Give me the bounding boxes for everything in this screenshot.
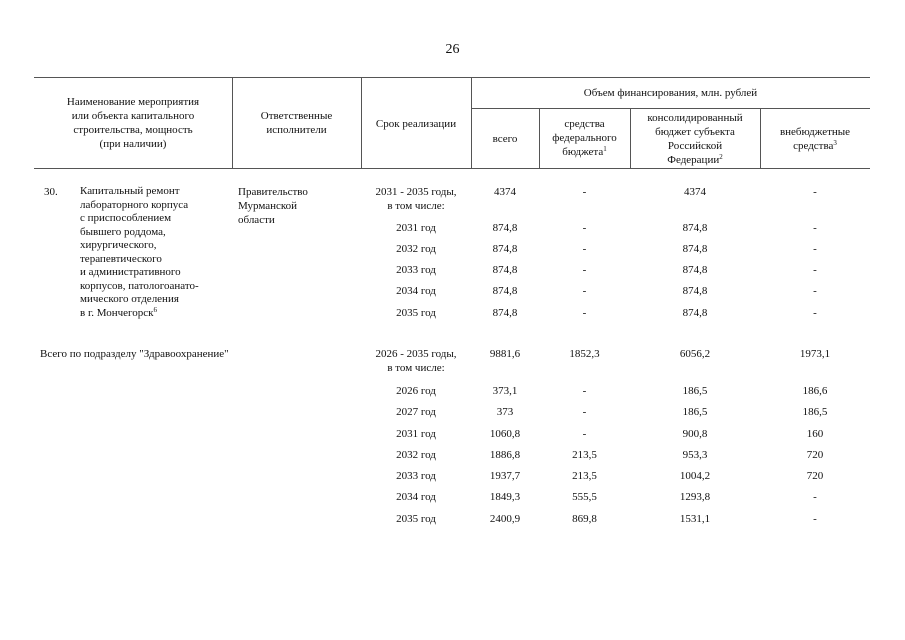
- header-name-column: Наименование мероприятия или объекта капитального строительства, мощность (при наличии): [66, 96, 200, 150]
- row-consolidated: 874,8: [682, 307, 708, 319]
- row-period: 2034 год: [396, 491, 436, 503]
- row-consolidated: 1531,1: [679, 513, 711, 525]
- row-federal: -: [582, 264, 587, 276]
- row-federal: -: [582, 243, 587, 255]
- footnote-2-marker: 2: [719, 153, 723, 161]
- row-offbudget: -: [813, 307, 817, 319]
- header-total-column: всего: [492, 133, 518, 145]
- row-period: 2027 год: [396, 406, 436, 418]
- row-offbudget: 186,6: [802, 385, 828, 397]
- header-federal-column: средства федерального бюджета$^1$: [552, 118, 617, 158]
- row-total: 874,8: [492, 222, 518, 234]
- row-total: 1849,3: [489, 491, 521, 503]
- row-consolidated: 874,8: [682, 243, 708, 255]
- row-consolidated: 4374: [684, 186, 706, 198]
- row-federal: 1852,3: [569, 348, 600, 360]
- row-period: 2031 год: [396, 222, 436, 234]
- row-period: 2034 год: [396, 285, 436, 297]
- footnote-6-marker: 6: [153, 305, 157, 314]
- row-total: 2400,9: [489, 513, 521, 525]
- header-period-column: Срок реализации: [375, 118, 457, 130]
- row-total: 1886,8: [489, 449, 521, 461]
- row-federal: 213,5: [572, 470, 597, 482]
- header-bottom-border: [34, 168, 870, 169]
- row-offbudget: -: [813, 186, 817, 198]
- row-period: 2031 год: [396, 428, 436, 440]
- row-total: 1060,8: [489, 428, 521, 440]
- item-number: 30.: [44, 186, 58, 198]
- row-consolidated: 874,8: [682, 264, 708, 276]
- row-total: 874,8: [492, 264, 518, 276]
- row-consolidated: 1293,8: [679, 491, 711, 503]
- row-period: 2035 год: [396, 513, 436, 525]
- row-period: 2026 - 2035 годы, в том числе:: [375, 348, 457, 374]
- row-offbudget: -: [813, 264, 817, 276]
- row-consolidated: 874,8: [682, 222, 708, 234]
- row-total: 874,8: [492, 243, 518, 255]
- row-total: 874,8: [492, 307, 518, 319]
- row-total: 373,1: [492, 385, 518, 397]
- row-period: 2033 год: [396, 264, 436, 276]
- row-total: 4374: [494, 186, 516, 198]
- row-federal: -: [582, 222, 587, 234]
- header-offbudget-column: внебюджетные средства$^3$: [779, 126, 851, 152]
- row-federal: 869,8: [572, 513, 597, 525]
- row-federal: -: [582, 406, 587, 418]
- row-consolidated: 6056,2: [679, 348, 711, 360]
- row-period: 2026 год: [396, 385, 436, 397]
- header-consolidated-column: консолидированный бюджет субъекта Российской Федерации$^2$: [647, 112, 743, 166]
- footnote-1-marker: 1: [603, 145, 607, 153]
- row-period: 2035 год: [396, 307, 436, 319]
- footnote-3-marker: 3: [833, 139, 837, 147]
- row-offbudget: 186,5: [802, 406, 828, 418]
- item-name: Капитальный ремонт лабораторного корпуса с приспособлением бывшего роддома, хирургического, терапевтического и административного корпусов, патологоанато- мического отделения в г. Мончегорск$^6$: [80, 185, 199, 319]
- row-consolidated: 953,3: [682, 449, 708, 461]
- header-funding-title: Объем финансирования, млн. рублей: [583, 87, 758, 99]
- row-federal: -: [582, 385, 587, 397]
- row-federal: -: [582, 307, 587, 319]
- row-offbudget: 720: [806, 470, 824, 482]
- row-total: 874,8: [492, 285, 518, 297]
- row-total: 1937,7: [489, 470, 521, 482]
- row-federal: 555,5: [572, 491, 597, 503]
- row-federal: -: [582, 186, 587, 198]
- row-offbudget: 1973,1: [799, 348, 831, 360]
- row-federal: 213,5: [572, 449, 597, 461]
- row-consolidated: 186,5: [682, 406, 708, 418]
- row-offbudget: 160: [806, 428, 824, 440]
- row-total: 373: [496, 406, 514, 418]
- row-offbudget: -: [813, 491, 817, 503]
- row-offbudget: -: [813, 513, 817, 525]
- row-period: 2032 год: [396, 243, 436, 255]
- row-consolidated: 874,8: [682, 285, 708, 297]
- row-consolidated: 186,5: [682, 385, 708, 397]
- row-federal: -: [582, 285, 587, 297]
- row-offbudget: -: [813, 222, 817, 234]
- row-offbudget: -: [813, 243, 817, 255]
- page-number: 26: [445, 42, 460, 57]
- row-offbudget: 720: [806, 449, 824, 461]
- row-period: 2032 год: [396, 449, 436, 461]
- row-consolidated: 900,8: [682, 428, 708, 440]
- row-total: 9881,6: [489, 348, 521, 360]
- row-period: 2031 - 2035 годы, в том числе:: [375, 186, 457, 212]
- item-responsible: Правительство Мурманской области: [238, 186, 308, 226]
- row-period: 2033 год: [396, 470, 436, 482]
- funding-subheader-border: [471, 108, 870, 109]
- row-consolidated: 1004,2: [679, 470, 711, 482]
- row-offbudget: -: [813, 285, 817, 297]
- table-top-border: [34, 77, 870, 78]
- row-federal: -: [582, 428, 587, 440]
- header-responsible-column: Ответственные исполнители: [260, 110, 333, 136]
- subsection-total-label: Всего по подразделу "Здравоохранение": [40, 348, 229, 360]
